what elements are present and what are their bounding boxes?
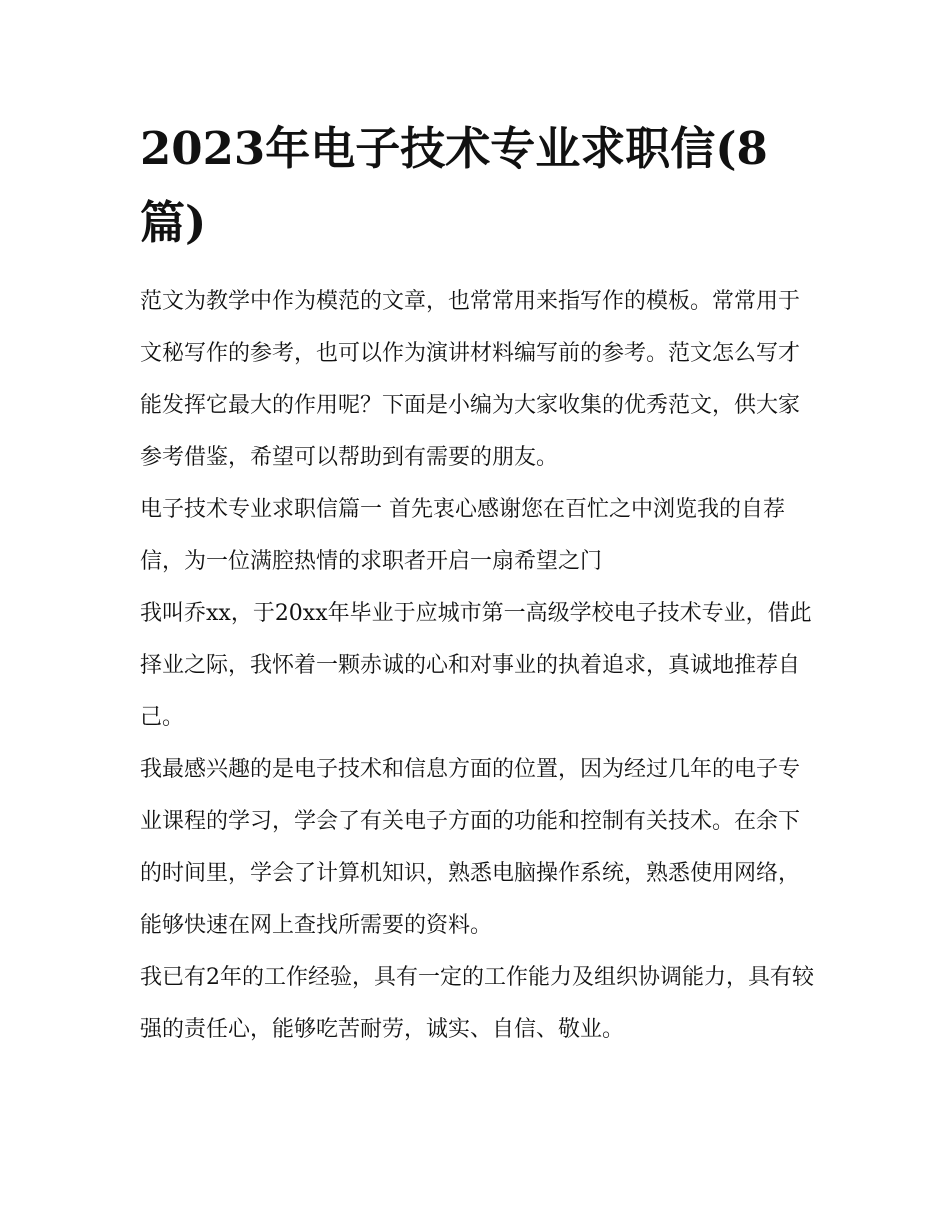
paragraph-interests: 我最感兴趣的是电子技术和信息方面的位置，因为经过几年的电子专业课程的学习，学会了有关电子方面的功能和控制有关技术。在余下的时间里，学会了计算机知识，熟悉电脑操作系统，熟悉使用网络，能够快速在网上查找所需要的资料。 (140, 757, 801, 938)
document-title: 2023年电子技术专业求职信(8篇) (140, 122, 768, 249)
paragraph-intro: 范文为教学中作为模范的文章，也常常用来指写作的模板。常常用于文秘写作的参考，也可以作为演讲材料编写前的参考。范文怎么写才能发挥它最大的作用呢？下面是小编为大家收集的优秀范文，供大家参考借鉴，希望可以帮助到有需要的朋友。 (140, 289, 801, 470)
paragraph-letter-opening: 电子技术专业求职信篇一 首先衷心感谢您在百忙之中浏览我的自荐信，为一位满腔热情的求职者开启一扇希望之门 (140, 497, 785, 574)
paragraph-experience: 我已有2年的工作经验，具有一定的工作能力及组织协调能力，具有较强的责任心，能够吃苦耐劳，诚实、自信、敬业。 (140, 965, 814, 1042)
paragraph-self-introduction: 我叫乔xx，于20xx年毕业于应城市第一高级学校电子技术专业，借此择业之际，我怀着一颗赤诚的心和对事业的执着追求，真诚地推荐自己。 (140, 601, 812, 730)
document-body (140, 276, 820, 1056)
